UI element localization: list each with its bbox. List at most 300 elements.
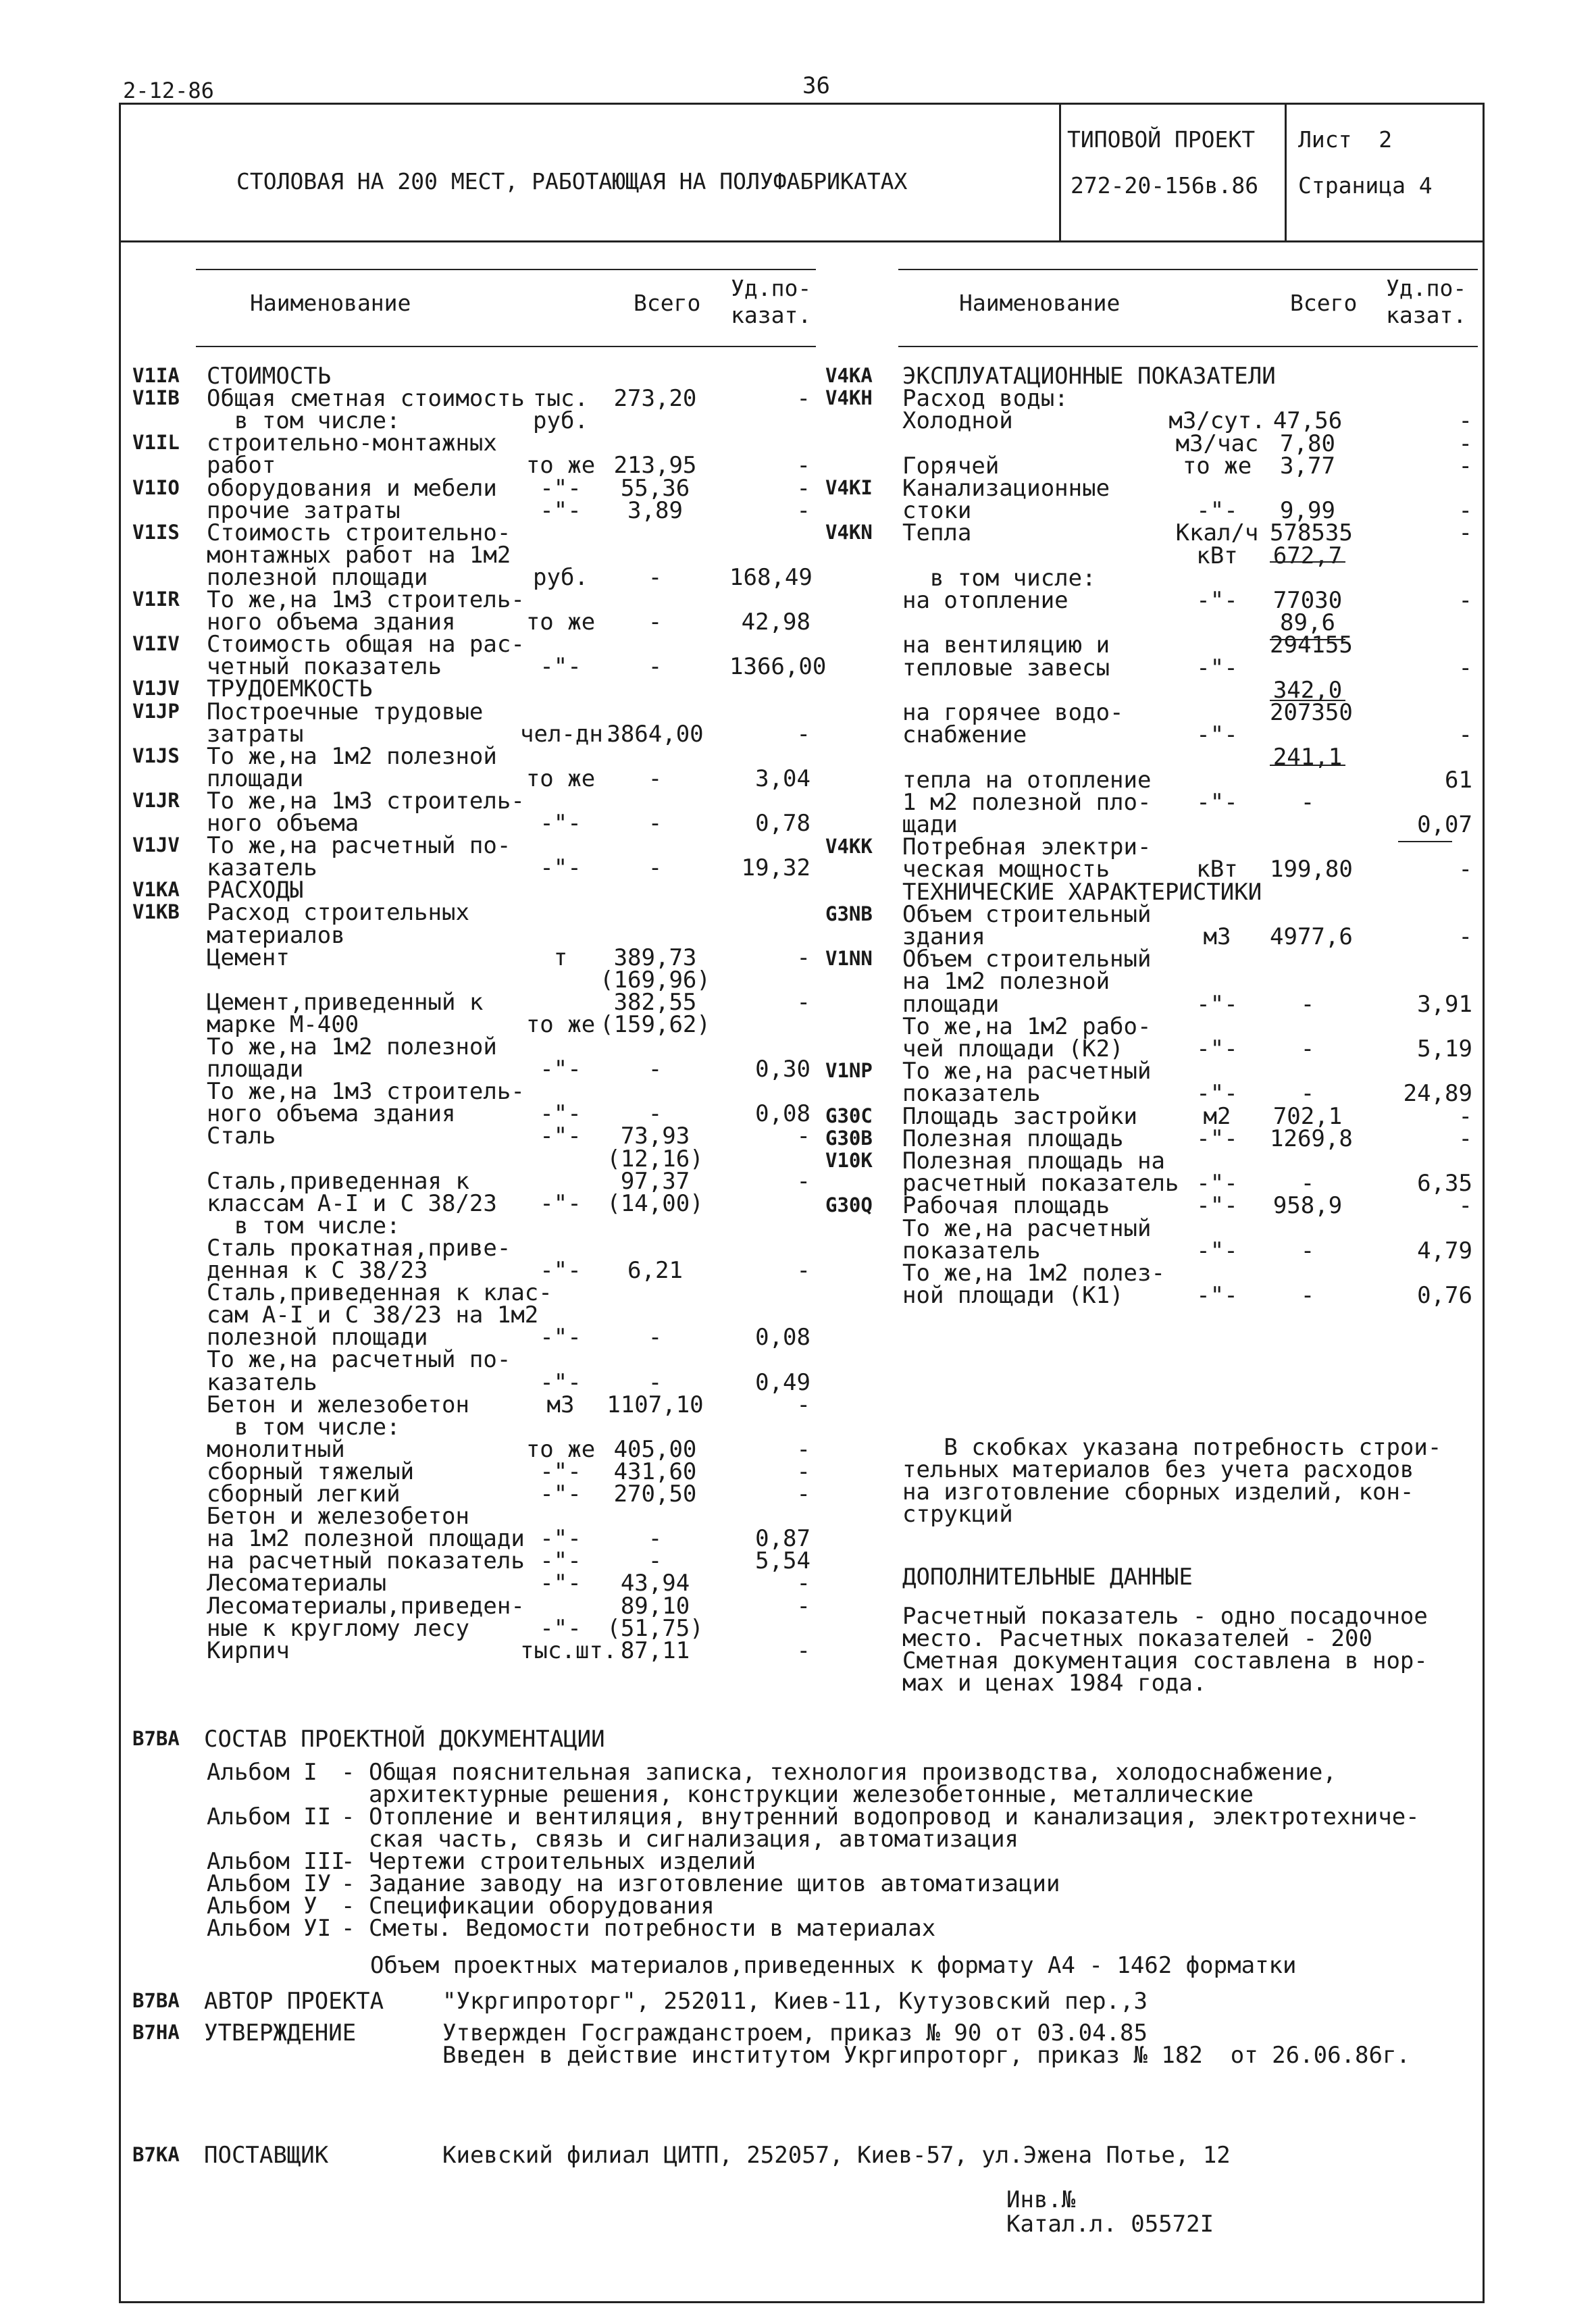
row-code: V1IS: [132, 521, 180, 544]
row-unit: то же: [525, 452, 596, 479]
row-spec: -: [796, 452, 810, 479]
album-text: архитектурные решения, конструкции железобетонные, металлические: [341, 1781, 1254, 1808]
row-name: То же,на расчетный по-: [207, 1346, 511, 1373]
approval-code: B7HA: [132, 2021, 180, 2044]
row-total: -: [648, 1100, 663, 1127]
row-total: 578535: [1270, 519, 1353, 546]
row-spec: 6,35: [1417, 1170, 1472, 1197]
left-header-unit-1: Уд.по-: [731, 275, 812, 301]
row-name: прочие затраты: [207, 497, 401, 524]
row-total: 1107,10: [607, 1391, 704, 1418]
row-name: Рабочая площадь: [902, 1192, 1110, 1219]
row-unit: руб.: [533, 564, 588, 591]
row-name: Полезная площадь: [902, 1125, 1124, 1152]
row-spec: -: [796, 1168, 810, 1195]
supplier-code: B7KA: [132, 2143, 180, 2166]
row-name: То же,на 1м3 строитель-: [207, 1078, 525, 1105]
album-text: - Спецификации оборудования: [341, 1893, 715, 1920]
row-name: полезной площади: [207, 564, 428, 591]
row-name: То же,на расчетный: [902, 1215, 1152, 1242]
row-name: монолитный: [207, 1436, 345, 1463]
row-spec: -: [1458, 587, 1472, 614]
row-total: 89,6: [1280, 609, 1335, 636]
row-total: (12,16): [607, 1146, 704, 1173]
row-total: -: [648, 1324, 663, 1351]
row-name: ТРУДОЕМКОСТЬ: [207, 675, 373, 702]
row-name: Цемент,приведенный к: [207, 989, 484, 1016]
project-label: ТИПОВОЙ ПРОЕКТ: [1067, 126, 1256, 153]
row-name: Сталь прокатная,приве-: [207, 1235, 511, 1262]
row-name: ного объема: [207, 810, 359, 837]
row-name: казатель: [207, 1369, 317, 1396]
row-total: -: [1300, 991, 1315, 1018]
row-unit: чел-дн.: [520, 721, 617, 748]
row-code: G30C: [825, 1104, 873, 1127]
row-unit: -"-: [1196, 789, 1238, 816]
row-total: 3,89: [627, 497, 683, 524]
row-unit: тыс.шт.: [520, 1637, 617, 1664]
row-unit: Ккал/ч: [1175, 519, 1259, 546]
row-name: снабжение: [902, 721, 1027, 748]
row-total: -: [1300, 789, 1315, 816]
row-name: в том числе:: [207, 1414, 401, 1441]
row-unit: -"-: [540, 1123, 582, 1150]
row-spec: -: [796, 1436, 810, 1463]
row-name: четный показатель: [207, 653, 442, 680]
row-spec: -: [1458, 654, 1472, 682]
row-unit: м3/час: [1175, 430, 1259, 457]
row-name: Цемент: [207, 944, 290, 971]
row-name: тепла на отопление: [902, 767, 1152, 794]
right-header-bottom-rule: [898, 346, 1478, 347]
row-code: V1KA: [132, 878, 180, 901]
row-total: 672,7: [1272, 542, 1343, 569]
row-code: V1JV: [132, 833, 180, 856]
row-spec: 4,79: [1417, 1237, 1472, 1264]
row-name: Лесоматериалы,приведен-: [207, 1593, 525, 1620]
row-total: -: [648, 854, 663, 881]
row-spec: -: [796, 1570, 810, 1597]
row-name: То же,на 1м2 полезной: [207, 1033, 497, 1060]
row-spec: -: [1458, 1103, 1472, 1130]
row-unit: -"-: [1196, 1192, 1238, 1219]
additional-line: Расчетный показатель - одно посадочное: [902, 1603, 1428, 1630]
row-unit: -"-: [1196, 1035, 1238, 1062]
row-name: ные к круглому лесу: [207, 1615, 469, 1642]
row-name: 1 м2 полезной пло-: [902, 789, 1152, 816]
row-name: Кирпич: [207, 1637, 290, 1664]
row-total: 270,50: [613, 1481, 697, 1508]
row-name: на вентиляцию и: [902, 632, 1110, 659]
row-total: -: [648, 609, 663, 636]
row-total: 294155: [1270, 632, 1353, 659]
row-spec: -: [1458, 497, 1472, 524]
row-code: V1JS: [132, 744, 180, 767]
row-name: То же,на расчетный: [902, 1058, 1152, 1085]
left-header-unit-2: казат.: [731, 302, 812, 328]
row-spec: 3,91: [1417, 991, 1472, 1018]
row-name: Стоимость строительно-: [207, 519, 511, 546]
row-name: классам А-I и С 38/23: [207, 1190, 497, 1217]
row-unit: м3: [546, 1391, 575, 1418]
row-spec: -: [796, 1257, 810, 1284]
row-total: 43,94: [620, 1570, 690, 1597]
row-spec: 168,49: [729, 564, 813, 591]
row-spec: 1366,00: [729, 653, 827, 680]
row-name: стоки: [902, 497, 972, 524]
composition-code: B7BA: [132, 1727, 180, 1750]
row-spec: 5,54: [755, 1547, 810, 1574]
row-unit: -"-: [1196, 1125, 1238, 1152]
row-unit: то же: [525, 1011, 596, 1038]
row-spec: -: [796, 1637, 810, 1664]
row-name: казатель: [207, 854, 317, 881]
row-name: на расчетный показатель: [207, 1547, 525, 1574]
fraction-rule-ventilation: [1270, 700, 1345, 701]
row-total: 3864,00: [607, 721, 704, 748]
row-spec: 42,98: [741, 609, 810, 636]
row-total: 207350: [1270, 699, 1353, 726]
row-spec: -: [1458, 721, 1472, 748]
row-unit: -"-: [540, 1369, 582, 1396]
row-total: -: [1300, 1282, 1315, 1309]
row-unit: -"-: [1196, 654, 1238, 682]
row-total: -: [1300, 1237, 1315, 1264]
row-name: площади: [207, 765, 304, 792]
row-unit: м2: [1203, 1103, 1231, 1130]
row-name: на 1м2 полезной: [902, 968, 1110, 995]
row-name: денная к С 38/23: [207, 1257, 428, 1284]
row-name: марке М-400: [207, 1011, 359, 1038]
author-label: АВТОР ПРОЕКТА: [204, 1988, 384, 2015]
row-spec: -: [1458, 923, 1472, 950]
right-header-name: Наименование: [959, 290, 1121, 316]
row-unit: -"-: [540, 497, 582, 524]
row-total: 213,95: [613, 452, 697, 479]
row-code: V1IA: [132, 364, 180, 387]
title-block-divider-1: [1059, 103, 1061, 242]
row-spec: -: [796, 475, 810, 502]
right-header-unit-2: казат.: [1386, 302, 1467, 328]
row-name: Канализационные: [902, 475, 1110, 502]
row-total: 3,77: [1280, 453, 1335, 480]
row-spec: 19,32: [741, 854, 810, 881]
approval-label: УТВЕРЖДЕНИЕ: [204, 2020, 357, 2047]
row-total: 382,55: [613, 989, 697, 1016]
row-total: -: [1300, 1170, 1315, 1197]
row-spec: -: [796, 497, 810, 524]
row-name: показатель: [902, 1080, 1041, 1107]
album-text: - Чертежи строительных изделий: [341, 1848, 756, 1875]
album-label: Альбом III: [207, 1848, 345, 1875]
row-total: (51,75): [607, 1615, 704, 1642]
row-spec: 0,76: [1417, 1282, 1472, 1309]
fraction-rule-hot-water: [1270, 765, 1345, 766]
row-code: G30B: [825, 1127, 873, 1150]
row-spec: -: [796, 1481, 810, 1508]
row-total: 958,9: [1272, 1192, 1343, 1219]
composition-title: СОСТАВ ПРОЕКТНОЙ ДОКУМЕНТАЦИИ: [204, 1726, 605, 1753]
row-name: площади: [902, 991, 1000, 1018]
row-unit: -"-: [540, 1190, 582, 1217]
row-spec: -: [1458, 856, 1472, 883]
row-unit: -"-: [540, 1570, 582, 1597]
album-label: Альбом II: [207, 1803, 332, 1830]
row-name: оборудования и мебели: [207, 475, 497, 502]
volume-line: Объем проектных материалов,приведенных к формату А4 - 1462 форматки: [370, 1952, 1297, 1979]
row-unit: кВт: [1196, 856, 1238, 883]
row-total: 7,80: [1280, 430, 1335, 457]
row-name: ного объема здания: [207, 1100, 456, 1127]
row-name: здания: [902, 923, 985, 950]
row-name: Стоимость общая на рас-: [207, 631, 525, 658]
row-total: (169,96): [600, 967, 711, 994]
row-total: 47,56: [1272, 407, 1343, 434]
row-name: Объем строительный: [902, 946, 1152, 973]
additional-line: Сметная документация составлена в нор-: [902, 1647, 1428, 1674]
album-label: Альбом У: [207, 1893, 317, 1920]
row-name: Сталь,приведенная к клас-: [207, 1279, 552, 1306]
row-name: чей площади (К2): [902, 1035, 1124, 1062]
row-unit: -"-: [540, 1324, 582, 1351]
row-spec: -: [796, 1391, 810, 1418]
row-total: 199,80: [1270, 856, 1353, 883]
row-total: 77030: [1272, 587, 1343, 614]
row-unit: т: [553, 944, 568, 971]
author-text: "Укргипроторг", 252011, Киев-11, Кутузовский пер.,3: [442, 1988, 1148, 2015]
row-total: 702,1: [1272, 1103, 1343, 1130]
row-spec: -: [1458, 519, 1472, 546]
row-unit: то же: [525, 765, 596, 792]
row-name: Бетон и железобетон: [207, 1503, 469, 1530]
fraction-rule-heat: [1270, 561, 1345, 563]
row-name: ЭКСПЛУАТАЦИОННЫЕ ПОКАЗАТЕЛИ: [902, 363, 1276, 390]
row-code: V1IB: [132, 386, 180, 409]
row-name: тепловые завесы: [902, 654, 1110, 682]
album-text: - Общая пояснительная записка, технология производства, холодоснабжение,: [341, 1759, 1337, 1786]
right-header-top-rule: [898, 269, 1478, 270]
row-code: V4KN: [825, 521, 873, 544]
additional-data-title: ДОПОЛНИТЕЛЬНЫЕ ДАННЫЕ: [902, 1564, 1193, 1591]
row-name: строительно-монтажных: [207, 430, 497, 457]
row-spec: 61: [1445, 767, 1472, 794]
row-unit: м3: [1203, 923, 1231, 950]
row-total: -: [648, 1547, 663, 1574]
project-number: 272-20-156в.86: [1071, 172, 1259, 199]
row-name: То же,на 1м2 полезной: [207, 743, 497, 770]
row-spec: -: [1458, 453, 1472, 480]
row-name: То же,на расчетный по-: [207, 832, 511, 859]
row-code: G3NB: [825, 902, 873, 925]
row-unit: м3/сут.: [1168, 407, 1266, 434]
row-unit: -"-: [540, 810, 582, 837]
author-code: B7BA: [132, 1989, 180, 2012]
row-spec: -: [796, 1458, 810, 1485]
document-code-mark: 2-12-86: [123, 78, 214, 103]
row-spec: -: [1458, 1192, 1472, 1219]
row-total: 431,60: [613, 1458, 697, 1485]
supplier-text: Киевский филиал ЦИТП, 252057, Киев-57, ул.Эжена Потье, 12: [442, 2142, 1231, 2169]
row-total: 9,99: [1280, 497, 1335, 524]
row-total: 97,37: [620, 1168, 690, 1195]
row-unit: -"-: [540, 653, 582, 680]
row-total: 73,93: [620, 1123, 690, 1150]
row-name: Объем строительный: [902, 901, 1152, 928]
album-text: - Сметы. Ведомости потребности в материалах: [341, 1915, 936, 1942]
row-spec: -: [796, 989, 810, 1016]
row-total: 89,10: [620, 1593, 690, 1620]
row-name: на отопление: [902, 587, 1069, 614]
row-unit: -"-: [540, 1056, 582, 1083]
row-spec: -: [796, 1123, 810, 1150]
row-name: То же,на 1м2 полез-: [902, 1260, 1165, 1287]
row-total: -: [648, 1525, 663, 1552]
row-total: -: [648, 1056, 663, 1083]
row-total: 342,0: [1272, 677, 1343, 704]
right-header-unit-1: Уд.по-: [1386, 275, 1467, 301]
row-unit: -"-: [1196, 1282, 1238, 1309]
row-name: СТОИМОСТЬ: [207, 363, 332, 390]
row-spec: 3,04: [755, 765, 810, 792]
row-code: G30Q: [825, 1193, 873, 1216]
row-total: 55,36: [620, 475, 690, 502]
row-name: на горячее водо-: [902, 699, 1124, 726]
row-code: V1JR: [132, 789, 180, 812]
row-name: Общая сметная стоимость: [207, 385, 525, 412]
row-unit: -"-: [1196, 587, 1238, 614]
row-name: Площадь застройки: [902, 1103, 1137, 1130]
row-spec: 0,78: [755, 810, 810, 837]
document-title: СТОЛОВАЯ НА 200 МЕСТ, РАБОТАЮЩАЯ НА ПОЛУФАБРИКАТАХ: [236, 168, 908, 195]
row-spec: -: [1458, 407, 1472, 434]
row-total: -: [648, 653, 663, 680]
row-total: 273,20: [613, 385, 697, 412]
row-name: на 1м2 полезной площади: [207, 1525, 525, 1552]
note-line: В скобках указана потребность строи-: [902, 1434, 1442, 1461]
album-label: Альбом УI: [207, 1915, 332, 1942]
row-name: ТЕХНИЧЕСКИЕ ХАРАКТЕРИСТИКИ: [902, 879, 1262, 906]
row-spec: 0,08: [755, 1100, 810, 1127]
row-name: ной площади (К1): [902, 1282, 1124, 1309]
row-total: (159,62): [600, 1011, 711, 1038]
album-text: ская часть, связь и сигнализация, автоматизация: [341, 1826, 1019, 1853]
row-spec: 0,49: [755, 1369, 810, 1396]
row-name: То же,на 1м3 строитель-: [207, 788, 525, 815]
row-total: 405,00: [613, 1436, 697, 1463]
row-code: V1IV: [132, 632, 180, 655]
row-unit: -"-: [1196, 991, 1238, 1018]
row-name: затраты: [207, 721, 304, 748]
left-header-top-rule: [196, 269, 816, 270]
note-line: на изготовление сборных изделий, кон-: [902, 1479, 1414, 1506]
row-name: ческая мощность: [902, 856, 1110, 883]
row-unit: тыс.: [533, 385, 588, 412]
row-unit: то же: [1182, 453, 1252, 480]
row-code: V1IR: [132, 588, 180, 611]
row-name: Тепла: [902, 519, 972, 546]
row-total: (14,00): [607, 1190, 704, 1217]
row-name: материалов: [207, 922, 345, 949]
row-name: Полезная площадь на: [902, 1148, 1165, 1175]
row-unit: -"-: [1196, 1237, 1238, 1264]
row-spec: 24,89: [1403, 1080, 1472, 1107]
row-name: монтажных работ на 1м2: [207, 542, 511, 569]
row-name: Лесоматериалы: [207, 1570, 387, 1597]
inventory-number: Инв.№: [1006, 2186, 1076, 2213]
row-code: V1JV: [132, 677, 180, 700]
row-spec: -: [796, 944, 810, 971]
row-name: Холодной: [902, 407, 1013, 434]
row-unit: -"-: [1196, 1080, 1238, 1107]
row-total: 241,1: [1272, 744, 1343, 771]
row-total: -: [648, 564, 663, 591]
approval-line-2: Введен в действие институтом Укргипроторг, приказ № 182 от 26.06.86г.: [442, 2042, 1410, 2069]
left-header-total: Всего: [634, 290, 701, 316]
row-code: V1IO: [132, 476, 180, 499]
title-block-divider-2: [1285, 103, 1287, 242]
left-header-bottom-rule: [196, 346, 816, 347]
row-unit: -"-: [540, 1547, 582, 1574]
row-name: ного объема здания: [207, 609, 456, 636]
row-spec: 0,87: [755, 1525, 810, 1552]
additional-line: мах и ценах 1984 года.: [902, 1670, 1207, 1697]
row-unit: кВт: [1196, 542, 1238, 569]
row-name: Построечные трудовые: [207, 698, 484, 725]
row-total: -: [648, 810, 663, 837]
row-spec: 5,19: [1417, 1035, 1472, 1062]
right-header-total: Всего: [1290, 290, 1358, 316]
row-name: Сталь: [207, 1123, 276, 1150]
row-unit: -"-: [540, 854, 582, 881]
sheet-number: Лист 2: [1298, 126, 1393, 153]
row-name: Сталь,приведенная к: [207, 1168, 469, 1195]
row-total: 6,21: [627, 1257, 683, 1284]
fraction-rule-heating: [1270, 639, 1345, 640]
row-unit: -"-: [1196, 1170, 1238, 1197]
row-unit: -"-: [540, 1525, 582, 1552]
row-total: -: [1300, 1080, 1315, 1107]
row-unit: -"-: [1196, 721, 1238, 748]
page-number: 36: [802, 72, 830, 99]
row-code: V1NN: [825, 947, 873, 970]
page-in-sheet: Страница 4: [1298, 172, 1433, 199]
row-unit: то же: [525, 609, 596, 636]
supplier-label: ПОСТАВЩИК: [204, 2142, 329, 2169]
row-name: сам А-I и С 38/23 на 1м2: [207, 1302, 539, 1329]
row-name: в том числе:: [207, 1212, 401, 1239]
note-line: струкций: [902, 1501, 1013, 1528]
album-label: Альбом I: [207, 1759, 317, 1786]
row-total: 1269,8: [1270, 1125, 1353, 1152]
row-spec: 0,08: [755, 1324, 810, 1351]
row-code: V1IL: [132, 431, 180, 454]
row-total: -: [648, 765, 663, 792]
album-label: Альбом IУ: [207, 1870, 332, 1897]
row-name: Потребная электри-: [902, 833, 1152, 860]
row-code: V4KA: [825, 364, 873, 387]
row-code: V4KK: [825, 835, 873, 858]
row-name: сборный тяжелый: [207, 1458, 415, 1485]
row-unit: -"-: [540, 1100, 582, 1127]
row-total: -: [648, 1369, 663, 1396]
row-name: Бетон и железобетон: [207, 1391, 469, 1418]
row-code: V1NP: [825, 1059, 873, 1082]
row-name: То же,на 1м3 строитель-: [207, 586, 525, 613]
album-text: - Задание заводу на изготовление щитов автоматизации: [341, 1870, 1060, 1897]
row-name: РАСХОДЫ: [207, 877, 304, 904]
row-name: расчетный показатель: [902, 1170, 1179, 1197]
row-name: работ: [207, 452, 276, 479]
